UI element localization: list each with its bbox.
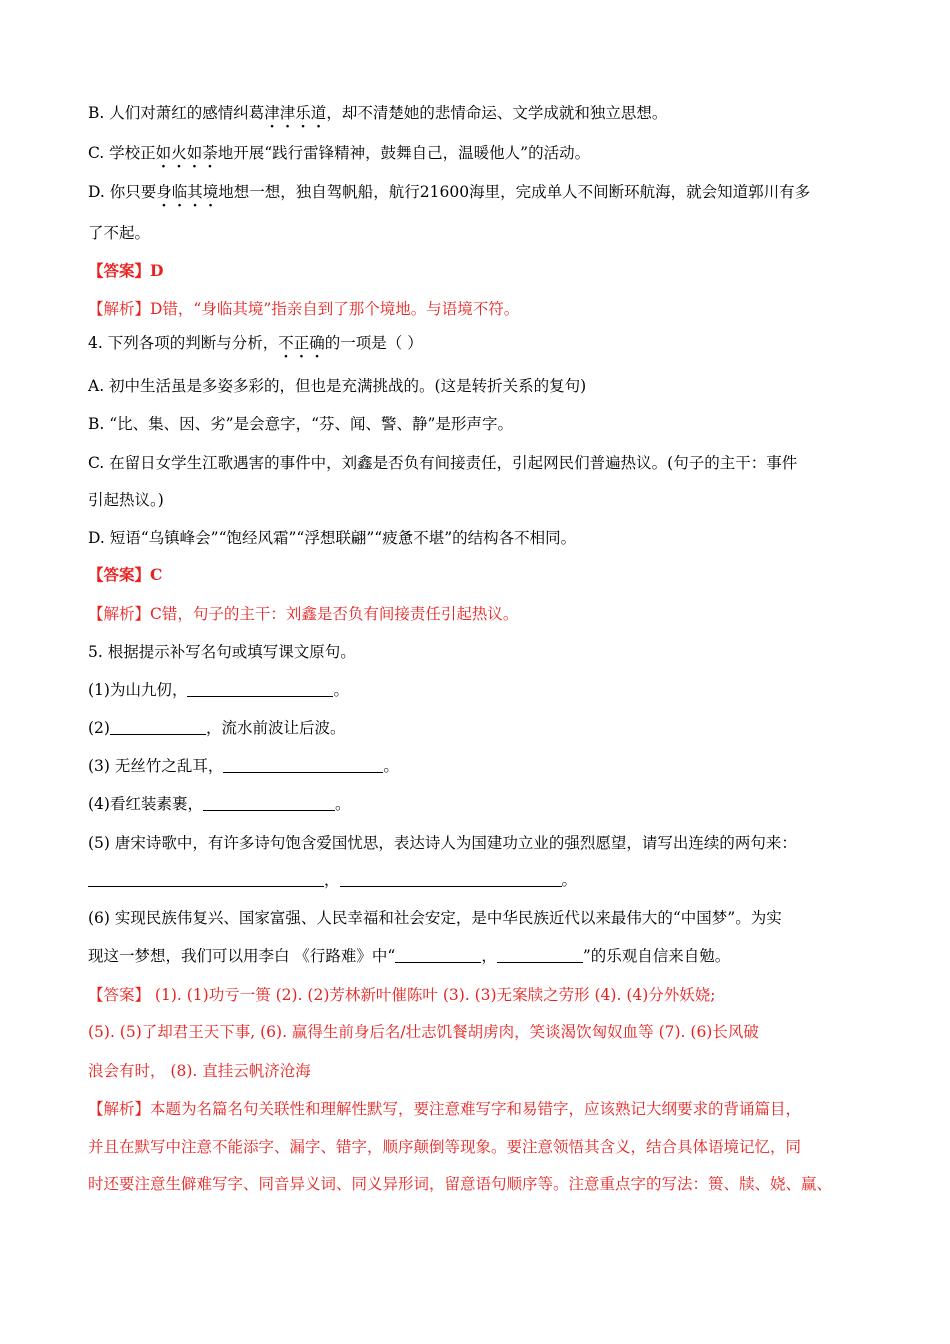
q5-answer-line-3: 浪会有时， (8). 直挂云帆济沧海 — [88, 1062, 311, 1080]
q4-stem-text: 4. 下列各项的判断与分析， — [88, 334, 279, 352]
q4-stem — [88, 333, 423, 353]
q5-analysis-line-3: 时还要注意生僻难写字、同音异义词、同义异形词，留意语句顺序等。注意重点字的写法：篑、牍、娆、赢、 — [88, 1175, 833, 1193]
emphasis-dot-char: 津 — [279, 104, 296, 122]
q5-item-3 — [88, 756, 399, 776]
q3-option-d-text-rest: 地想一想，独自驾帆船，航行21600海里，完成单人不间断环航海，就会知道郭川有多 — [218, 183, 811, 201]
q5-item-5: (5) 唐宋诗歌中，有许多诗句饱含爱国忧思，表达诗人为国建功立业的强烈愿望，请写出连续的两句来： — [88, 834, 797, 852]
q3-option-c-dotted-word — [156, 144, 218, 162]
q4-option-b: B. “比、集、因、劣”是会意字，“芬、闻、警、静”是形声字。 — [88, 415, 513, 433]
q5-item-5-blanks — [88, 870, 577, 890]
q3-option-d-dotted-word — [156, 183, 218, 201]
q5-item-1-end: 。 — [333, 681, 349, 699]
q5-item-2-end: ，流水前波让后波。 — [205, 719, 346, 737]
emphasis-dot-char: 津 — [264, 104, 280, 122]
q4-stem-dotted-word — [278, 334, 325, 352]
q5-item-6: (6) 实现民族伟复兴、国家富强、人民幸福和社会安定，是中华民族近代以来最伟大的“中国梦”。为实 — [88, 909, 782, 927]
q5-stem: 5. 根据提示补写名句或填写课文原句。 — [88, 643, 356, 661]
emphasis-dot-char: 临 — [171, 183, 188, 201]
emphasis-dot-char: 不 — [278, 334, 294, 352]
q5-item-3-end: 。 — [383, 757, 399, 775]
q3-option-d-continued: 了不起。 — [88, 224, 151, 242]
q5-item-1-blank[interactable] — [187, 682, 333, 697]
q4-option-c: C. 在留日女学生江歌遇害的事件中，刘鑫是否负有间接责任，引起网民们普遍热议。(句子的主干：事件 — [88, 454, 798, 472]
q5-answer-line-1: 【答案】 (1). (1)功亏一篑 (2). (2)芳林新叶催陈叶 (3). (3)无案牍之劳形 (4). (4)分外妖娆; — [88, 986, 716, 1004]
q5-item-6-continued — [88, 946, 730, 966]
q5-item-2 — [88, 718, 345, 738]
q5-item-6-end: ”的乐观自信来自勉。 — [582, 947, 731, 965]
emphasis-dot-char: 道 — [310, 104, 327, 122]
q5-item-4 — [88, 794, 350, 814]
emphasis-dot-char: 如 — [186, 144, 203, 162]
q5-item-1-prompt: (1)为山九仞， — [88, 681, 188, 699]
q4-answer: 【答案】C — [88, 565, 163, 584]
q5-item-5-end: 。 — [561, 871, 578, 889]
q5-item-6-blank-1[interactable] — [395, 948, 481, 963]
q5-item-2-prompt: (2) — [88, 719, 110, 737]
q5-item-5-blank-1[interactable] — [88, 872, 324, 887]
emphasis-dot-char: 确 — [309, 334, 325, 352]
q5-item-4-prompt: (4)看红装素裹， — [88, 795, 203, 813]
emphasis-dot-char: 乐 — [295, 104, 311, 122]
q5-item-3-blank[interactable] — [223, 758, 383, 773]
q5-item-1 — [88, 680, 349, 700]
q3-option-b — [88, 103, 667, 123]
q5-item-5-comma: ， — [324, 871, 340, 889]
emphasis-dot-char: 身 — [156, 183, 172, 201]
emphasis-dot-char: 其 — [187, 183, 203, 201]
q5-analysis-line-1: 【解析】本题为名篇名句关联性和理解性默写，要注意难写字和易错字，应该熟记大纲要求的背诵篇目， — [88, 1100, 802, 1118]
q4-option-a: A. 初中生活虽是多姿多彩的，但也是充满挑战的。(这是转折关系的复句) — [88, 377, 587, 395]
q3-option-b-dotted-word — [264, 104, 326, 122]
emphasis-dot-char: 荼 — [202, 144, 218, 162]
q3-analysis: 【解析】D错，“身临其境”指亲自到了那个境地。与语境不符。 — [88, 300, 520, 318]
q5-item-4-end: 。 — [334, 795, 351, 813]
q5-item-2-blank[interactable] — [110, 720, 206, 735]
q5-item-6-prompt: 现这一梦想，我们可以用李白 《行路难》中“ — [88, 947, 396, 965]
q5-item-4-blank[interactable] — [203, 796, 335, 811]
q3-option-c-text: C. 学校正 — [88, 144, 156, 162]
emphasis-dot-char: 如 — [155, 144, 172, 162]
emphasis-dot-char: 火 — [171, 144, 187, 162]
q3-option-b-text-rest: ，却不清楚她的悲情命运、文学成就和独立思想。 — [326, 104, 668, 122]
q5-item-6-blank-2[interactable] — [497, 948, 583, 963]
q5-item-5-blank-2[interactable] — [340, 872, 562, 887]
emphasis-dot-char: 正 — [293, 334, 310, 352]
q4-analysis: 【解析】C错，句子的主干：刘鑫是否负有间接责任引起热议。 — [88, 605, 519, 623]
q5-analysis-line-2: 并且在默写中注意不能添字、漏字、错字，顺序颠倒等现象。要注意领悟其含义，结合具体语境记忆，同 — [88, 1138, 802, 1156]
q3-option-d — [88, 182, 810, 202]
q3-option-c-text-rest: 地开展“践行雷锋精神，鼓舞自己，温暖他人”的活动。 — [217, 144, 591, 162]
q5-answer-line-2: (5). (5)了却君王天下事, (6). 赢得生前身后名/壮志饥餐胡虏肉，笑谈渴饮匈奴血等 (7). (6)长风破 — [88, 1023, 759, 1041]
emphasis-dot-char: 境 — [202, 183, 219, 201]
q3-option-b-text: B. 人们对萧红的感情纠葛 — [88, 104, 265, 122]
q3-answer: 【答案】D — [88, 261, 164, 280]
q4-option-d: D. 短语“乌镇峰会”“饱经风霜”“浮想联翩”“疲惫不堪”的结构各不相同。 — [88, 529, 577, 547]
q5-item-6-comma: ， — [481, 947, 497, 965]
q5-item-3-prompt: (3) 无丝竹之乱耳， — [88, 757, 224, 775]
q4-stem-text-rest: 的一项是（ ） — [324, 334, 423, 352]
q3-option-c — [88, 143, 590, 163]
q3-option-d-text: D. 你只要 — [88, 183, 157, 201]
q4-option-c-continued: 引起热议。) — [88, 491, 164, 509]
